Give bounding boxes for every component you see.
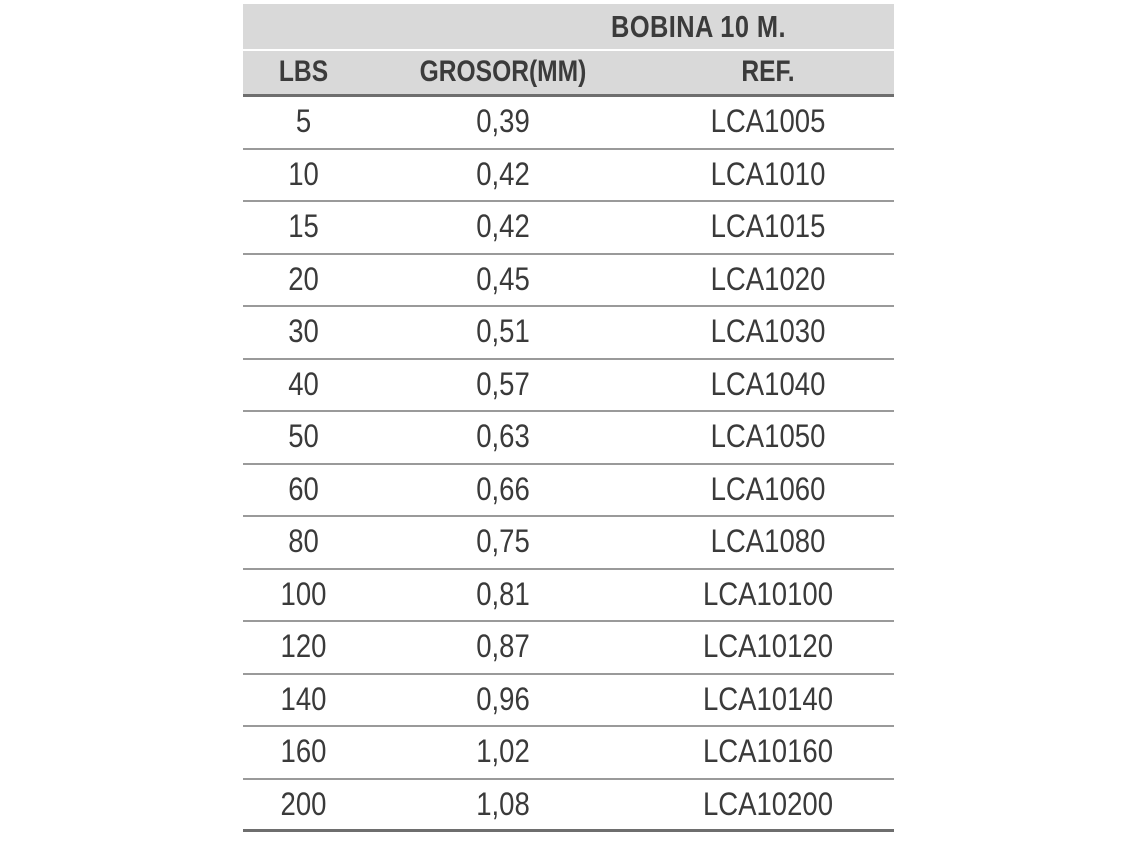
cell-lbs: 40 [288, 365, 319, 402]
cell-lbs: 100 [280, 575, 327, 612]
cell-ref: LCA1015 [710, 208, 826, 244]
cell-grosor: 0,42 [476, 208, 530, 244]
table-row [243, 517, 894, 570]
cell-ref: LCA1040 [710, 365, 826, 402]
cell-ref: LCA1010 [710, 155, 826, 192]
cell-ref: LCA1050 [710, 418, 826, 454]
cell-ref: LCA10140 [702, 680, 834, 717]
cell-grosor: 1,08 [476, 785, 530, 822]
cell-ref: LCA1030 [710, 313, 826, 349]
table-row [243, 307, 894, 360]
table-row [243, 570, 894, 623]
table-header [243, 4, 894, 94]
cell-ref: LCA1020 [710, 260, 826, 297]
cell-grosor: 0,81 [476, 575, 530, 612]
cell-lbs: 30 [288, 313, 319, 349]
cell-lbs: 200 [280, 785, 327, 822]
table-row [243, 465, 894, 518]
cell-lbs: 140 [280, 680, 327, 717]
column-header-ref: REF. [741, 55, 795, 88]
cell-grosor: 0,42 [476, 155, 530, 192]
table-row [243, 360, 894, 413]
title-row [243, 4, 894, 50]
table-row [243, 780, 894, 833]
table-row [243, 727, 894, 780]
cell-lbs: 15 [288, 208, 319, 244]
cell-ref: LCA10160 [702, 733, 834, 769]
cell-grosor: 0,39 [476, 103, 530, 139]
column-header-grosor: GROSOR(MM) [419, 55, 587, 88]
cell-grosor: 0,87 [476, 628, 530, 664]
table-body [243, 97, 894, 832]
cell-grosor: 0,63 [476, 418, 530, 454]
table-row [243, 255, 894, 308]
table-row [243, 622, 894, 675]
cell-lbs: 120 [280, 628, 327, 664]
cell-lbs: 160 [280, 733, 327, 769]
cell-grosor: 0,66 [476, 470, 530, 507]
table-row [243, 150, 894, 203]
cell-grosor: 0,96 [476, 680, 530, 717]
cell-ref: LCA1060 [710, 470, 826, 507]
spec-table [243, 4, 894, 832]
table-row [243, 412, 894, 465]
cell-grosor: 1,02 [476, 733, 530, 769]
cell-ref: LCA10200 [702, 785, 834, 822]
cell-lbs: 50 [288, 418, 319, 454]
cell-lbs: 80 [288, 523, 319, 559]
table-row [243, 675, 894, 728]
column-header-row [243, 51, 894, 94]
cell-ref: LCA1005 [710, 103, 826, 139]
cell-ref: LCA10100 [702, 575, 834, 612]
cell-ref: LCA1080 [710, 523, 826, 559]
cell-grosor: 0,51 [476, 313, 530, 349]
cell-grosor: 0,57 [476, 365, 530, 402]
cell-grosor: 0,75 [476, 523, 530, 559]
cell-grosor: 0,45 [476, 260, 530, 297]
table-title: BOBINA 10 M. [611, 9, 786, 44]
table-row [243, 202, 894, 255]
cell-lbs: 10 [288, 155, 319, 192]
cell-lbs: 60 [288, 470, 319, 507]
column-header-lbs: LBS [278, 55, 329, 88]
cell-lbs: 20 [288, 260, 319, 297]
cell-lbs: 5 [295, 103, 312, 139]
table-row [243, 97, 894, 150]
cell-ref: LCA10120 [702, 628, 834, 664]
